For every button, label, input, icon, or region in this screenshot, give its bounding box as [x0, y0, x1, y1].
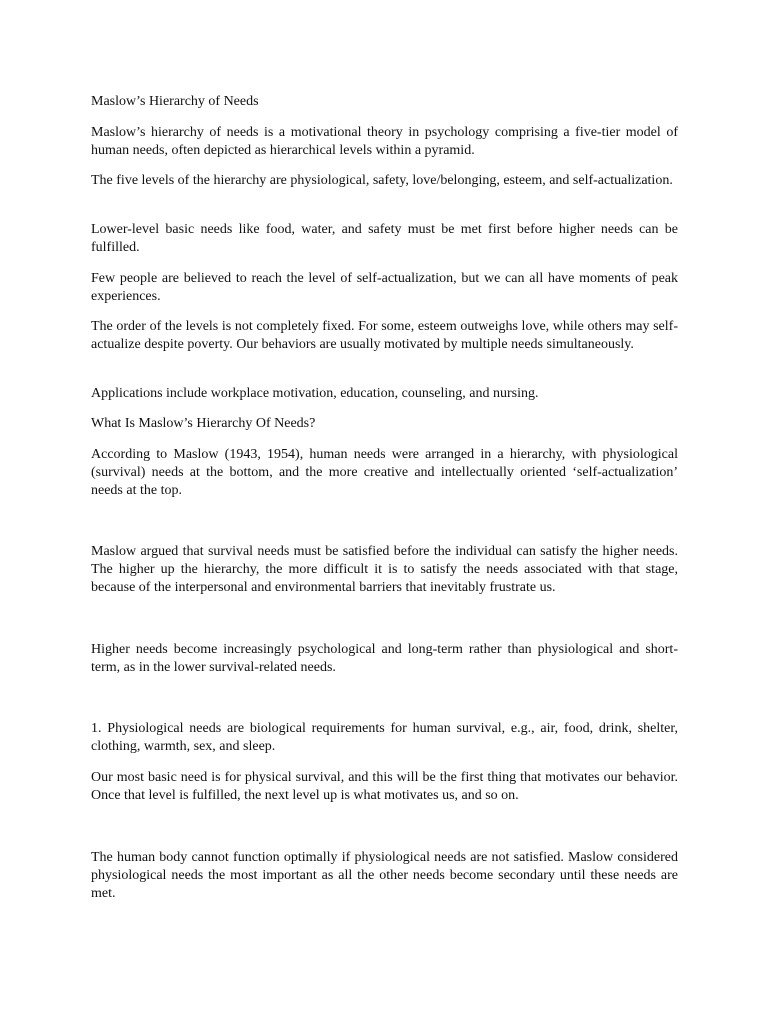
paragraph-higher-needs: Higher needs become increasingly psychological and long-term rather than physiological and short-term, as in the lower survival-related needs. — [91, 642, 678, 675]
paragraph-lower-level-needs: Lower-level basic needs like food, water, and safety must be met first before higher needs can be fulfilled. — [91, 222, 678, 255]
paragraph-maslow-hierarchy: According to Maslow (1943, 1954), human needs were arranged in a hierarchy, with physiological (survival) needs at the bottom, and the more creative and intellectually oriented ‘self-actualization’ needs at the top. — [91, 447, 678, 498]
paragraph-physiological-needs: 1. Physiological needs are biological requirements for human survival, e.g., air, food, drink, shelter, clothing, warmth, sex, and sleep. — [91, 721, 678, 754]
paragraph-self-actualization: Few people are believed to reach the level of self-actualization, but we can all have moments of peak experiences. — [91, 271, 678, 304]
section-heading: What Is Maslow’s Hierarchy Of Needs? — [91, 416, 316, 431]
paragraph-five-levels: The five levels of the hierarchy are physiological, safety, love/belonging, esteem, and self-actualization. — [91, 173, 673, 188]
document-title: Maslow’s Hierarchy of Needs — [91, 94, 259, 109]
paragraph-survival-needs: Maslow argued that survival needs must be satisfied before the individual can satisfy the higher needs. The higher up the hierarchy, the more difficult it is to satisfy the needs associated with that stage, because of the interpersonal and environmental barriers that inevitably frustrate us. — [91, 544, 678, 595]
paragraph-order-of-levels: The order of the levels is not completely fixed. For some, esteem outweighs love, while others may self-actualize despite poverty. Our behaviors are usually motivated by multiple needs simultaneously. — [91, 319, 678, 352]
paragraph-human-body: The human body cannot function optimally if physiological needs are not satisfied. Maslow considered physiological needs the most important as all the other needs become secondary until these needs are met. — [91, 850, 678, 901]
paragraph-definition: Maslow’s hierarchy of needs is a motivational theory in psychology comprising a five-tier model of human needs, often depicted as hierarchical levels within a pyramid. — [91, 125, 678, 158]
paragraph-basic-need: Our most basic need is for physical survival, and this will be the first thing that motivates our behavior. Once that level is fulfilled, the next level up is what motivates us, and so on. — [91, 770, 678, 803]
paragraph-applications: Applications include workplace motivation, education, counseling, and nursing. — [91, 386, 539, 401]
